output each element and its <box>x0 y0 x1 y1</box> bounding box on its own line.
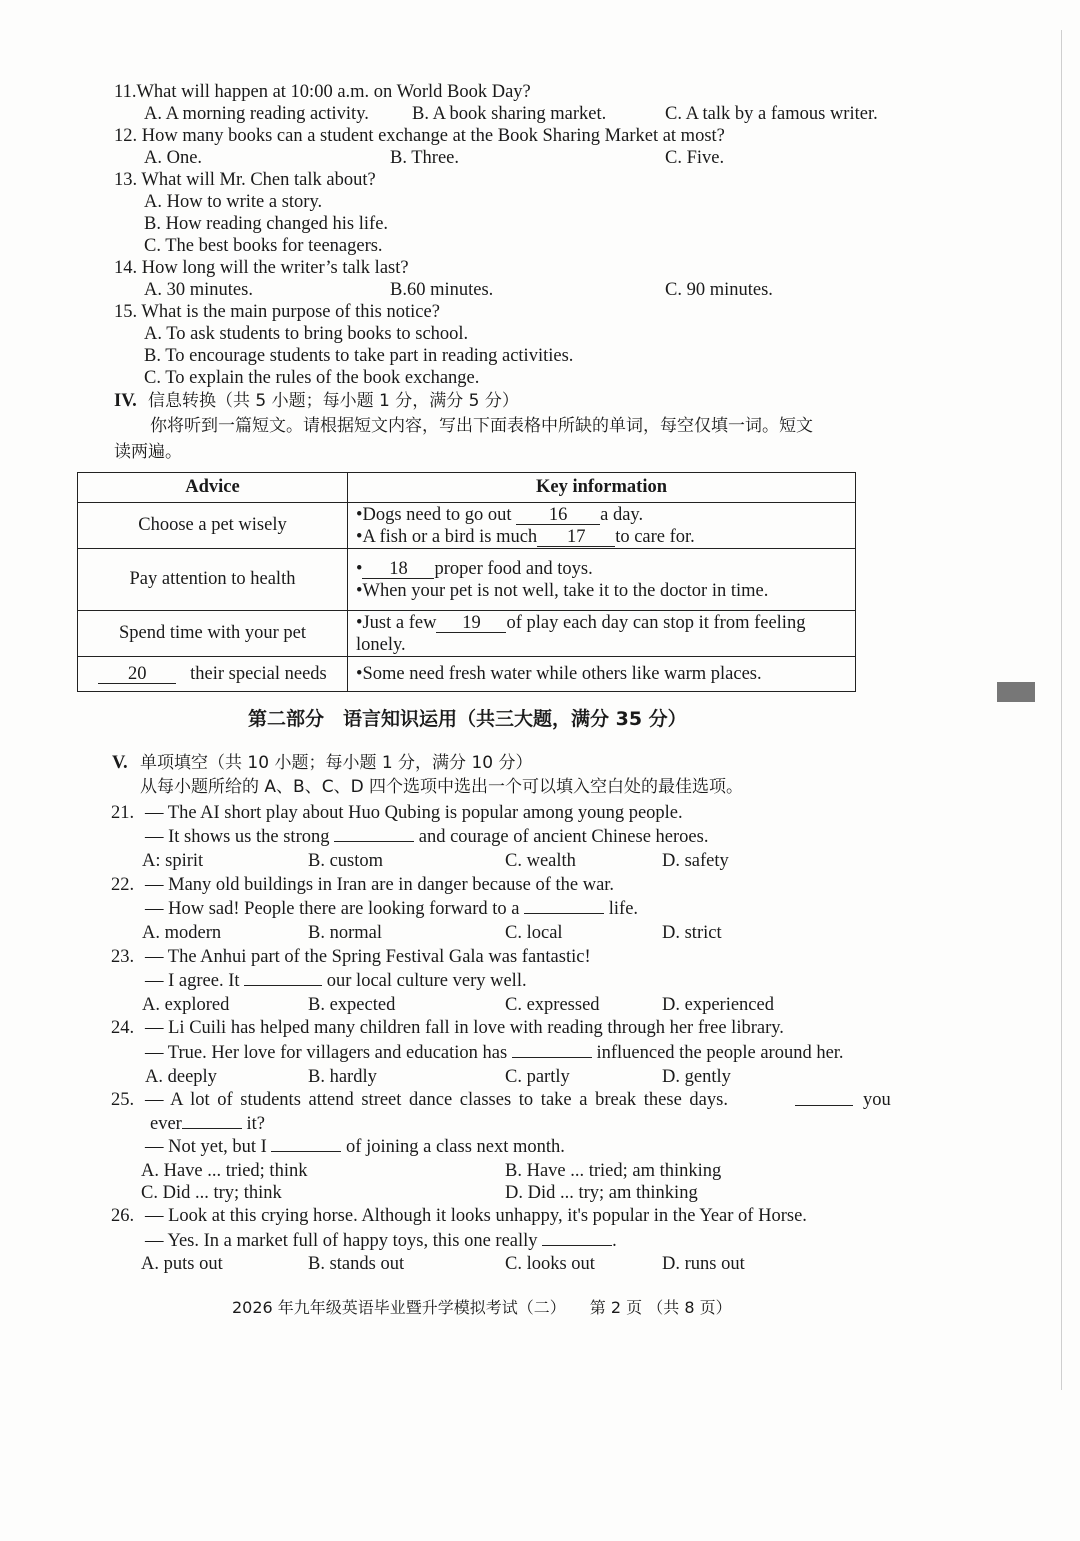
q14-option-b: B.60 minutes. <box>390 280 494 300</box>
q11-stem: 11.What will happen at 10:00 a.m. on World Book Day? <box>114 82 531 102</box>
q13-option-c: C. The best books for teenagers. <box>144 236 383 256</box>
q21-number: 21. <box>111 803 135 823</box>
part2-heading: 第二部分 语言知识运用（共三大题，满分 35 分） <box>248 708 687 730</box>
advice-text: their special needs <box>190 663 327 684</box>
q24-option-b: B. hardly <box>308 1067 377 1087</box>
q21-answer-blank[interactable] <box>334 841 414 842</box>
q14-stem: 14. How long will the writer’s talk last? <box>114 258 409 278</box>
q25-line3-text: of joining a class next month. <box>346 1137 565 1157</box>
q23-line1: — The Anhui part of the Spring Festival Gala was fantastic! <box>145 947 591 967</box>
q25-option-a: A. Have ... tried; think <box>141 1161 308 1181</box>
advice-cell: Choose a pet wisely <box>78 503 348 549</box>
q24-number: 24. <box>111 1018 135 1038</box>
q25-option-d: D. Did ... try; am thinking <box>505 1183 698 1203</box>
q15-stem: 15. What is the main purpose of this notice? <box>114 302 440 322</box>
q25-line3-text: — Not yet, but I <box>145 1137 267 1157</box>
table-row <box>78 549 856 611</box>
q21-line2-text: — It shows us the strong <box>145 827 330 847</box>
q22-option-d: D. strict <box>662 923 722 943</box>
q15-option-a: A. To ask students to bring books to school. <box>144 324 469 344</box>
q25-line1: — A lot of students attend street dance classes to take a break these days. <box>145 1090 728 1110</box>
q22-option-c: C. local <box>505 923 563 943</box>
q25-line3 <box>145 1136 565 1158</box>
advice-cell <box>78 657 348 692</box>
q25-option-b: B. Have ... tried; am thinking <box>505 1161 722 1181</box>
section4-instruction-line2: 读两遍。 <box>114 442 182 462</box>
q23-option-c: C. expressed <box>505 995 600 1015</box>
q22-option-b: B. normal <box>308 923 382 943</box>
key-text: •Just a few <box>356 612 437 633</box>
key-text: proper food and toys. <box>434 558 593 579</box>
q15-option-b: B. To encourage students to take part in reading activities. <box>144 346 574 366</box>
table-row <box>78 503 856 549</box>
q13-stem: 13. What will Mr. Chen talk about? <box>114 170 376 190</box>
q25-answer-blank-3[interactable] <box>271 1151 341 1152</box>
q11-option-a: A. A morning reading activity. <box>144 104 369 124</box>
q22-line2-text: — How sad! People there are looking forward to a <box>145 899 520 919</box>
q12-option-a: A. One. <box>144 148 203 168</box>
scan-tab-mark <box>997 682 1035 702</box>
q23-number: 23. <box>111 947 135 967</box>
key-text: of play each day can stop it from feeling <box>506 612 806 633</box>
q22-option-a: A. modern <box>142 923 222 943</box>
key-text: lonely. <box>356 634 406 655</box>
q26-line2 <box>145 1230 617 1252</box>
advice-cell: Spend time with your pet <box>78 611 348 657</box>
q11-option-b: B. A book sharing market. <box>412 104 607 124</box>
section5-instruction: 从每小题所给的 A、B、C、D 四个选项中选出一个可以填入空白处的最佳选项。 <box>140 777 744 797</box>
answer-blank-16[interactable]: 16 <box>516 506 600 525</box>
key-text: •When your pet is not well, take it to the doctor in time. <box>356 580 769 601</box>
q24-line2-text: — True. Her love for villagers and education has <box>145 1043 508 1063</box>
q26-option-c: C. looks out <box>505 1254 595 1274</box>
q13-option-a: A. How to write a story. <box>144 192 323 212</box>
q22-answer-blank[interactable] <box>524 913 604 914</box>
q25-line2-text: ever <box>150 1114 182 1134</box>
q21-line2 <box>145 826 708 848</box>
q25-answer-blank-1[interactable] <box>795 1105 853 1106</box>
section4-instruction-line1: 你将听到一篇短文。请根据短文内容，写出下面表格中所缺的单词，每空仅填一词。短文 <box>150 416 813 436</box>
key-text: •A fish or a bird is much <box>356 526 538 547</box>
q25-option-c: C. Did ... try; think <box>141 1183 282 1203</box>
q22-line2 <box>145 898 638 920</box>
q26-option-a: A. puts out <box>141 1254 223 1274</box>
q12-option-c: C. Five. <box>665 148 725 168</box>
q26-line2-text: — Yes. In a market full of happy toys, this one really <box>145 1231 538 1251</box>
q14-option-c: C. 90 minutes. <box>665 280 773 300</box>
q25-answer-blank-2[interactable] <box>182 1128 242 1129</box>
key-info-cell <box>348 549 856 611</box>
answer-blank-20[interactable]: 20 <box>98 665 176 684</box>
key-text: to care for. <box>615 526 695 547</box>
section4-number: IV. <box>114 391 137 411</box>
q14-option-a: A. 30 minutes. <box>144 280 253 300</box>
header-key-information: Key information <box>348 473 856 503</box>
section5-title: 单项填空（共 10 小题；每小题 1 分，满分 10 分） <box>140 753 533 773</box>
q11-option-c: C. A talk by a famous writer. <box>665 104 878 124</box>
q24-line1: — Li Cuili has helped many children fall in love with reading through her free library. <box>145 1018 784 1038</box>
q26-line1: — Look at this crying horse. Although it looks unhappy, it's popular in the Year of Horse. <box>145 1206 807 1226</box>
q12-option-b: B. Three. <box>390 148 460 168</box>
q25-number: 25. <box>111 1090 135 1110</box>
q25-line2-text: it? <box>246 1114 265 1134</box>
key-info-cell <box>348 503 856 549</box>
q25-line1-end: you <box>863 1090 891 1110</box>
key-text: •Dogs need to go out <box>356 504 512 525</box>
header-advice: Advice <box>78 473 348 503</box>
q23-option-d: D. experienced <box>662 995 774 1015</box>
q13-option-b: B. How reading changed his life. <box>144 214 389 234</box>
q26-option-d: D. runs out <box>662 1254 745 1274</box>
q26-option-b: B. stands out <box>308 1254 405 1274</box>
key-information-table <box>77 472 856 692</box>
q23-option-a: A. explored <box>142 995 230 1015</box>
q21-option-b: B. custom <box>308 851 384 871</box>
q24-option-c: C. partly <box>505 1067 570 1087</box>
q23-line2 <box>145 970 527 992</box>
q22-number: 22. <box>111 875 135 895</box>
table-row <box>78 657 856 692</box>
answer-blank-17[interactable]: 17 <box>537 528 615 547</box>
page-footer: 2026 年九年级英语毕业暨升学模拟考试（二） 第 2 页 （共 8 页） <box>232 1298 732 1317</box>
answer-blank-19[interactable]: 19 <box>436 614 506 633</box>
page-edge-line <box>1061 30 1062 1390</box>
answer-blank-18[interactable]: 18 <box>362 560 434 579</box>
table-row <box>78 611 856 657</box>
q24-line2 <box>145 1042 844 1064</box>
q23-answer-blank[interactable] <box>244 985 322 986</box>
q26-answer-blank[interactable] <box>542 1245 612 1246</box>
q24-answer-blank[interactable] <box>512 1057 592 1058</box>
q25-line2 <box>150 1113 265 1135</box>
q21-option-c: C. wealth <box>505 851 576 871</box>
q21-line1: — The AI short play about Huo Qubing is popular among young people. <box>145 803 683 823</box>
q23-line2-text: — I agree. It <box>145 971 240 991</box>
q22-line2-text: life. <box>608 899 639 919</box>
q24-option-d: D. gently <box>662 1067 731 1087</box>
q24-option-a: A. deeply <box>145 1067 217 1087</box>
q21-option-a: A: spirit <box>142 851 204 871</box>
q15-option-c: C. To explain the rules of the book exchange. <box>144 368 480 388</box>
key-info-cell: •Some need fresh water while others like warm places. <box>348 657 856 692</box>
key-text: • <box>356 558 363 579</box>
q21-line2-text: and courage of ancient Chinese heroes. <box>418 827 709 847</box>
q24-line2-text: influenced the people around her. <box>596 1043 844 1063</box>
section4-title: 信息转换（共 5 小题；每小题 1 分，满分 5 分） <box>148 391 519 411</box>
q26-number: 26. <box>111 1206 135 1226</box>
q23-option-b: B. expected <box>308 995 396 1015</box>
key-text: a day. <box>600 504 644 525</box>
q22-line1: — Many old buildings in Iran are in danger because of the war. <box>145 875 615 895</box>
advice-cell: Pay attention to health <box>78 549 348 611</box>
q12-stem: 12. How many books can a student exchange at the Book Sharing Market at most? <box>114 126 725 146</box>
section5-number: V. <box>112 753 128 773</box>
key-info-cell <box>348 611 856 657</box>
q23-line2-text: our local culture very well. <box>326 971 527 991</box>
q21-option-d: D. safety <box>662 851 729 871</box>
q26-line2-text: . <box>612 1231 617 1251</box>
